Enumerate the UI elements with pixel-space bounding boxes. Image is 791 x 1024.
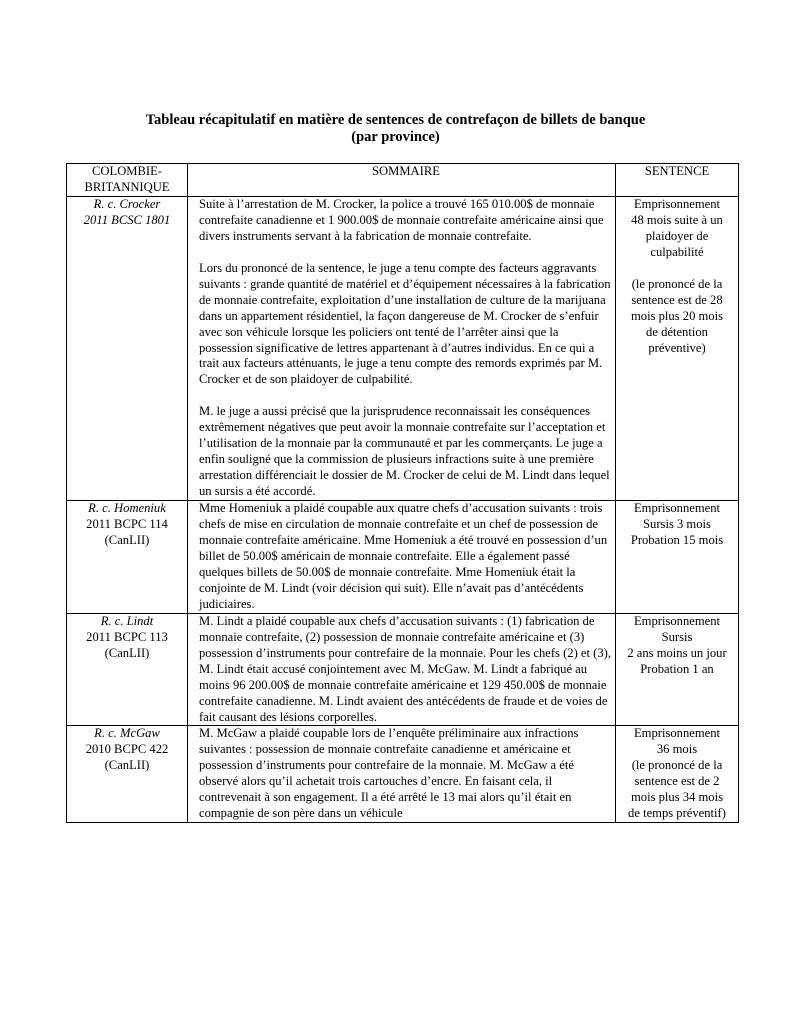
sentence-line: 48 mois suite à un xyxy=(631,212,723,227)
sentence-line: Probation 1 an xyxy=(640,661,714,676)
sentence-line: (le prononcé de la xyxy=(631,276,723,291)
table-row xyxy=(67,726,739,823)
document-title: Tableau récapitulatif en matière de sentences de contrefaçon de billets de banque xyxy=(145,112,646,128)
sentence-cell xyxy=(616,613,739,726)
sentence-block xyxy=(619,726,735,822)
sentence-line: Probation 15 mois xyxy=(630,533,724,548)
summary-cell xyxy=(188,613,616,726)
summary-paragraph: M. Lindt a plaidé coupable aux chefs d’accusation suivants : (1) fabrication de monnaie contrefaite, (2) possession de monnaie contrefaite américaine et (3) possession d’instruments pour contrefaire de la monnaie. Pour les chefs (2) et (3), M. Lindt était accusé conjointement avec M. McGaw. M. Lindt a fabriqué au moins 96 200.00$ de monnaie contrefaite américaine et 129 450.00$ de monnaie contrefaite canadienne. M. Lindt avaient des antécédents de fraude et de voies de fait causant des lésions corporelles. xyxy=(199,613,611,724)
sentence-line: Emprisonnement xyxy=(633,196,721,211)
summary-cell xyxy=(188,501,616,614)
case-cell xyxy=(67,196,188,500)
sentence-line: mois plus 34 mois xyxy=(630,790,724,805)
sentence-cell xyxy=(616,196,739,500)
header-sentence-label: SENTENCE xyxy=(644,164,710,178)
sentence-line: Emprisonnement xyxy=(633,726,721,741)
case-cell xyxy=(67,726,188,823)
sentences-table xyxy=(66,163,739,823)
sentence-line: sentence est de 28 xyxy=(631,292,723,307)
sentence-line: (le prononcé de la xyxy=(631,758,723,773)
document-subtitle: (par province) xyxy=(351,129,440,145)
header-summary-label: SOMMAIRE xyxy=(372,164,440,178)
summary-cell xyxy=(188,196,616,500)
sentence-block xyxy=(619,197,735,261)
summary-paragraph: Mme Homeniuk a plaidé coupable aux quatre chefs d’accusation suivants : trois chefs de mise en circulation de monnaie contrefaite et un chef de possession de monnaie contrefaite américaine. Mme Homeniuk a été trouvé en possession d’un billet de 50.00$ américain de monnaie contrefaite. Elle a également passé quelques billets de 50.00$ de monnaie contrefaite. Mme Homeniuk était la conjointe de M. Lindt (voir décision qui suit). Elle n’avait pas d’antécédents judiciaires. xyxy=(199,501,608,611)
sentence-line: préventive) xyxy=(648,340,706,355)
header-sentence xyxy=(616,164,739,197)
sentence-line: 2 ans moins un jour xyxy=(627,645,727,660)
sentence-line: Sursis xyxy=(661,629,693,644)
table-row xyxy=(67,196,739,500)
sentence-line: 36 mois xyxy=(656,742,698,757)
case-name: R. c. Homeniuk xyxy=(88,501,166,516)
sentence-line: plaidoyer de xyxy=(645,228,709,243)
sentence-note-block xyxy=(619,277,735,357)
case-name: R. c. Lindt xyxy=(100,613,154,628)
table-row xyxy=(67,501,739,614)
sentence-line: sentence est de 2 xyxy=(634,774,720,789)
case-cell xyxy=(67,501,188,614)
sentence-line: de détention xyxy=(646,324,708,339)
sentence-line: Emprisonnement xyxy=(633,501,721,516)
sentence-line: Sursis 3 mois xyxy=(643,517,711,532)
header-summary xyxy=(188,164,616,197)
case-cell xyxy=(67,613,188,726)
header-province xyxy=(67,164,188,197)
case-citation: 2011 BCSC 1801 xyxy=(83,212,171,227)
sentence-line: culpabilité xyxy=(650,244,704,259)
summary-paragraph: Lors du prononcé de la sentence, le juge a tenu compte des facteurs aggravants suivants : grande quantité de matériel et d’équipement nécessaires à la fabrication de monnaie contrefaite, exploitation d’une installation de culture de la marijuana dans un appartement résidentiel, la façon dangereuse de M. Crocker de s’enfuir avec son véhicule lorsque les policiers ont tenté de l’arrêter ainsi que la possession significative de lettres appartenant à d’autres individus. En ce qui a trait aux facteurs atténuants, le juge a tenu compte des remords exprimés par M. Crocker et de son plaidoyer de culpabilité. xyxy=(199,260,611,387)
case-citation: 2011 BCPC 113 (CanLII) xyxy=(86,629,168,660)
sentence-cell xyxy=(616,501,739,614)
sentence-block xyxy=(619,501,735,549)
summary-paragraph: M. le juge a aussi précisé que la jurisprudence reconnaissait les conséquences extrêmement négatives que peut avoir la monnaie contrefaite sur l’acceptation et l’utilisation de la monnaie par la communauté et par les commerçants. Le juge a enfin souligné que la commission de plusieurs infractions suite à une première arrestation différenciait le dossier de M. Crocker de celui de M. Lindt dans lequel un sursis a été accordé. xyxy=(199,404,610,499)
summary-paragraph: Suite à l’arrestation de M. Crocker, la police a trouvé 165 010.00$ de monnaie contrefaite canadienne et 1 900.00$ de monnaie contrefaite américaine ainsi que divers instruments servant à la fabrication de monnaie contrefaite. xyxy=(199,196,604,243)
table-row xyxy=(67,613,739,726)
case-name: R. c. McGaw xyxy=(94,726,160,741)
case-citation: 2010 BCPC 422 (CanLII) xyxy=(85,742,169,773)
table-header-row xyxy=(67,164,739,197)
summary-cell xyxy=(188,726,616,823)
sentence-line: mois plus 20 mois xyxy=(630,308,724,323)
sentence-line: Emprisonnement xyxy=(633,613,721,628)
summary-paragraph: M. McGaw a plaidé coupable lors de l’enquête préliminaire aux infractions suivantes : possession de monnaie contrefaite canadienne et américaine et possession d’instruments pour contrefaire de la monnaie. M. McGaw a été observé alors qu’il achetait trois cartouches d’encre. En faisant cela, il contrevenait à son engagement. Il a été arrêté le 13 mai alors qu’il était en compagnie de son père dans un véhicule xyxy=(199,726,579,821)
case-citation: 2011 BCPC 114 (CanLII) xyxy=(86,517,168,548)
sentence-block xyxy=(619,614,735,678)
header-province-label: COLOMBIE-BRITANNIQUE xyxy=(84,164,170,194)
document-title-block xyxy=(0,112,791,146)
sentence-cell xyxy=(616,726,739,823)
case-name: R. c. Crocker xyxy=(93,196,161,211)
sentence-line: de temps préventif) xyxy=(628,806,726,821)
